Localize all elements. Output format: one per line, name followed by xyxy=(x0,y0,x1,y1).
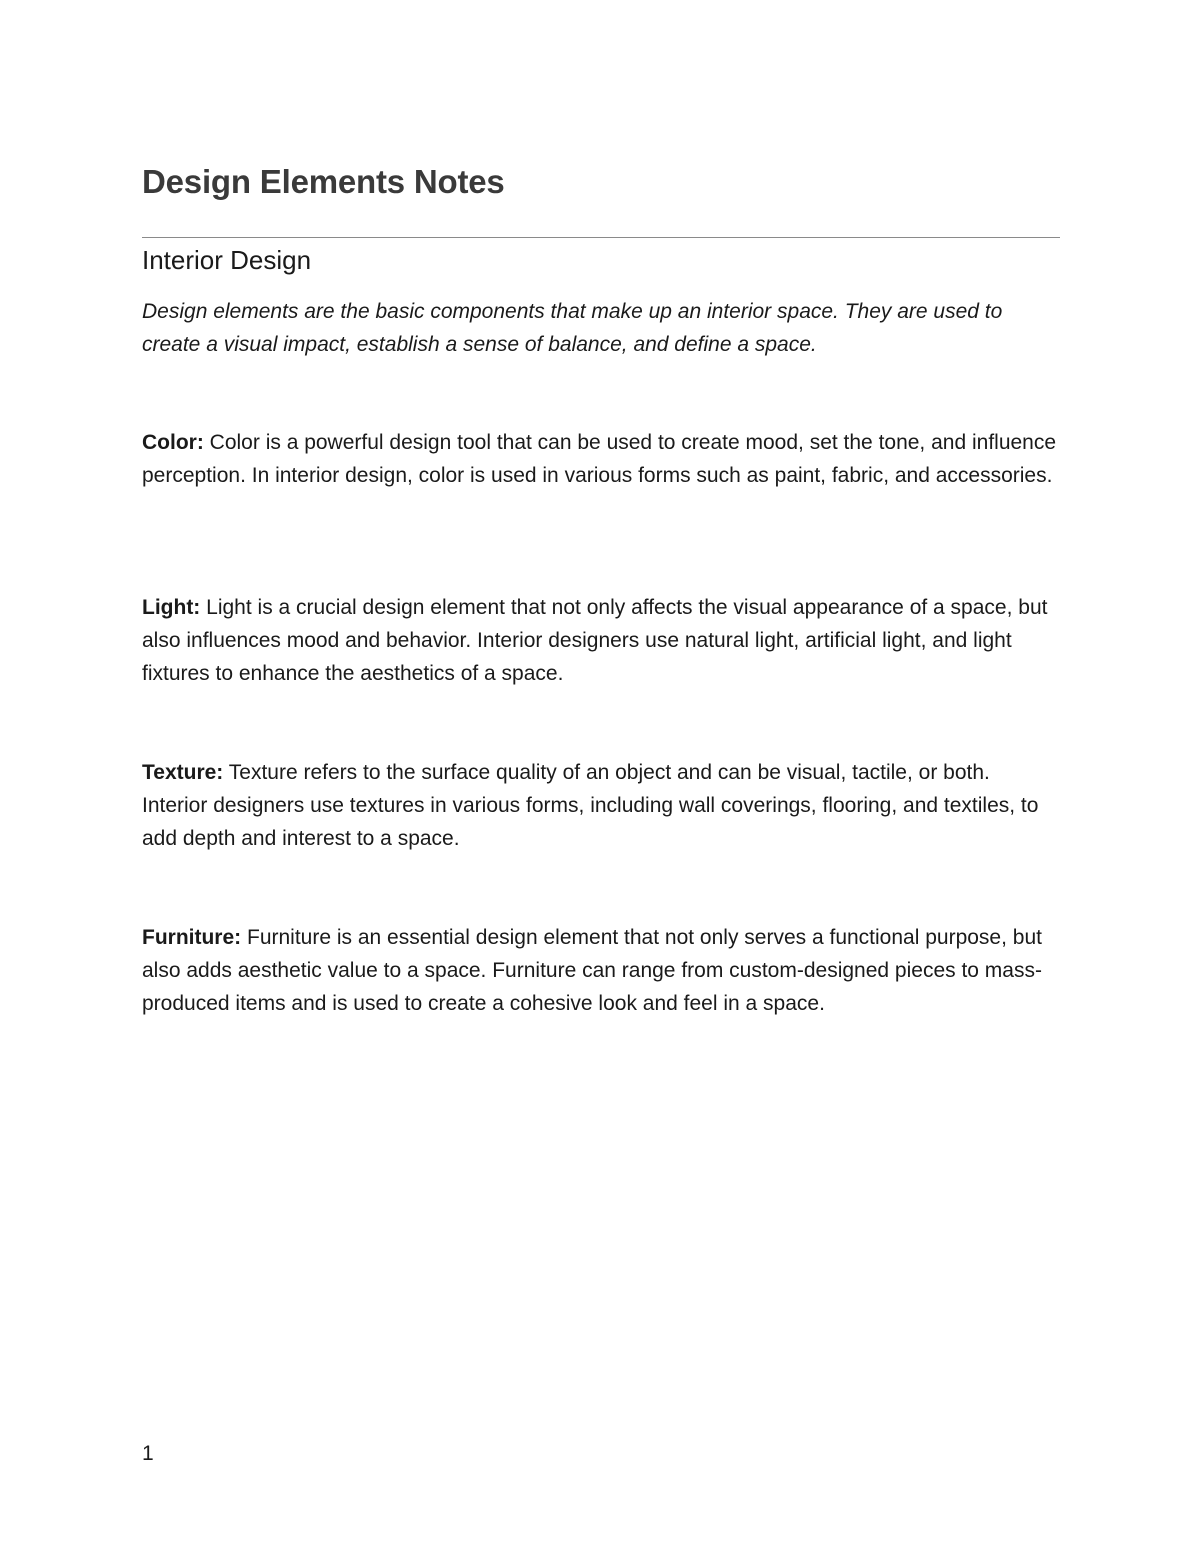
section-color xyxy=(142,426,1060,492)
section-term: Light: xyxy=(142,596,201,619)
document-title: Design Elements Notes xyxy=(142,163,505,200)
section-furniture xyxy=(142,921,1060,1020)
section-text: Texture refers to the surface quality of an object and can be visual, tactile, or both. Interior designers use textures in various forms, including wall coverings, flooring, and textiles, to add depth and interest to a space. xyxy=(142,761,1039,850)
section-texture xyxy=(142,756,1060,855)
section-text: Light is a crucial design element that not only affects the visual appearance of a space, but also influences mood and behavior. Interior designers use natural light, artificial light, and light fixtures to enhance the aesthetics of a space. xyxy=(142,596,1048,685)
section-term: Color: xyxy=(142,431,204,454)
title-divider xyxy=(142,237,1060,238)
section-text: Furniture is an essential design element that not only serves a functional purpose, but also adds aesthetic value to a space. Furniture can range from custom-designed pieces to mass-produced items and is used to create a cohesive look and feel in a space. xyxy=(142,926,1042,1015)
section-light xyxy=(142,591,1060,690)
section-text: Color is a powerful design tool that can be used to create mood, set the tone, and influence perception. In interior design, color is used in various forms such as paint, fabric, and accessories. xyxy=(142,431,1057,487)
section-term: Texture: xyxy=(142,761,224,784)
intro-paragraph: Design elements are the basic components that make up an interior space. They are used to create a visual impact, establish a sense of balance, and define a space. xyxy=(142,300,1003,356)
document-subtitle: Interior Design xyxy=(142,245,312,275)
page-number: 1 xyxy=(142,1442,154,1465)
section-term: Furniture: xyxy=(142,926,242,949)
